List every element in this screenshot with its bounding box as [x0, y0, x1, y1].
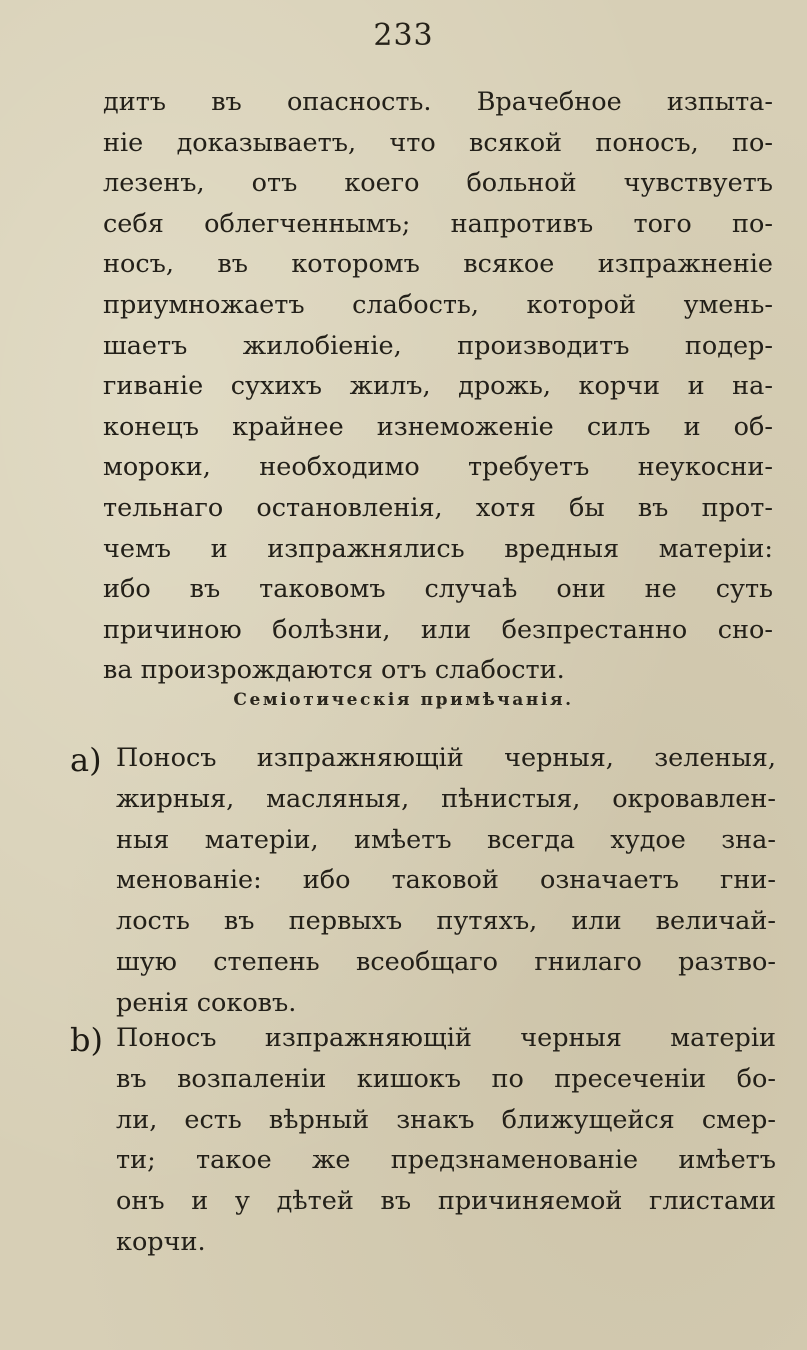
text-line: приумножаетъ слабость, которой умень-	[103, 289, 773, 320]
text-line: чемъ и изпражнялись вредныя матеріи:	[103, 533, 773, 564]
note-text	[116, 1018, 776, 1263]
text-line: носъ, въ которомъ всякое изпражненіе	[103, 249, 773, 280]
text-line: въ возпаленіи кишокъ по пресеченіи бо-	[116, 1063, 776, 1094]
text-line: ва произрождаются отъ слабости.	[103, 655, 565, 686]
text-line: конецъ крайнее изнеможеніе силъ и об-	[103, 411, 773, 442]
text-line: корчи.	[116, 1226, 206, 1257]
text-line: причиною болѣзни, или безпрестанно сно-	[103, 614, 773, 645]
text-line: ибо въ таковомъ случаѣ они не суть	[103, 574, 773, 605]
note-marker: a)	[70, 741, 102, 779]
text-line: мороки, необходимо требуетъ неукосни-	[103, 452, 773, 483]
page-number: 233	[373, 18, 434, 53]
text-line: жирныя, масляныя, пѣнистыя, окровавлен-	[116, 783, 776, 814]
text-line: Поносъ изпражняющій черныя матеріи	[116, 1023, 776, 1053]
text-line: ли, есть вѣрный знакъ ближущейся смер-	[116, 1104, 776, 1135]
text-line: ренія соковъ.	[116, 987, 297, 1018]
text-line: лость въ первыхъ путяхъ, или величай-	[116, 906, 776, 937]
text-line: Поносъ изпражняющій черныя, зеленыя,	[116, 743, 776, 773]
text-line: дитъ въ опасность. Врачебное изпыта-	[103, 87, 773, 117]
main-paragraph	[103, 82, 773, 691]
note-marker: b)	[70, 1021, 103, 1059]
text-line: ныя матеріи, имѣетъ всегда худое зна-	[116, 824, 776, 855]
text-line: ти; такое же предзнаменованіе имѣетъ	[116, 1145, 776, 1176]
text-line: шаетъ жилобіеніе, производитъ подер-	[103, 330, 773, 361]
text-line: менованіе: ибо таковой означаетъ гни-	[116, 865, 776, 896]
text-line: шую степень всеобщаго гнилаго разтво-	[116, 946, 776, 977]
text-line: онъ и у дѣтей въ причиняемой глистами	[116, 1186, 776, 1217]
text-line: тельнаго остановленія, хотя бы въ прот-	[103, 492, 773, 523]
text-line: себя облегченнымъ; напротивъ того по-	[103, 208, 773, 239]
note-text	[116, 738, 776, 1024]
section-heading: Семіотическія примѣчанія.	[233, 690, 574, 710]
text-line: гиваніе сухихъ жилъ, дрожь, корчи и на-	[103, 371, 773, 402]
text-line: ніе доказываетъ, что всякой поносъ, по-	[103, 127, 773, 158]
text-line: лезенъ, отъ коего больной чувствуетъ	[103, 168, 773, 199]
